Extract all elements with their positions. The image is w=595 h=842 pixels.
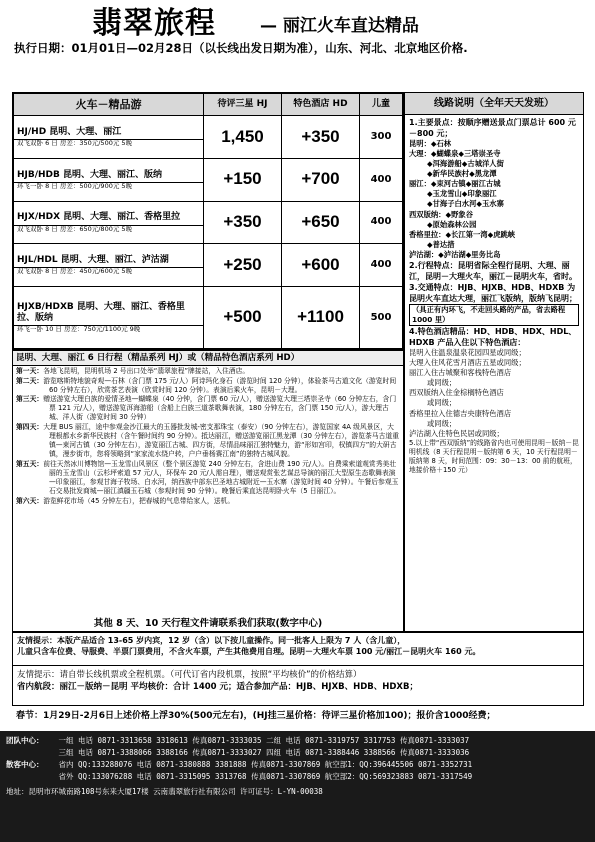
transport-note: （具正有内环飞，不走回头路的产品，省去路程 1000 里）	[409, 304, 579, 326]
tip-line: 儿童只含车位费、导服费、半票门票费用，不含火车票，产生其他费用自理。昆明－大理火车票 100 元/丽江－昆明火车 160 元。	[17, 647, 481, 657]
sight-line: 西双版纳：◆野象谷	[409, 209, 473, 219]
hotel-line: 或同级；	[427, 418, 457, 428]
subtitle-text: 丽江火车直达精品	[282, 16, 419, 36]
price-child: 400	[360, 244, 403, 287]
hotel-line: 西双版纳入住金棕榈特色酒店	[409, 388, 504, 398]
day-row	[16, 423, 400, 460]
team-row	[6, 747, 589, 759]
day-label: 第六天：	[16, 496, 44, 505]
price-hd: +350	[282, 116, 360, 159]
retail-line: 省内 QQ:133288076 电话 0871-3380888 3381888 传真0871-3307869 航空部1：QQ:396445506 0871-3352731	[58, 760, 473, 770]
route-info: 环飞一卧 8 日 房差：500元/900元 5晚	[14, 182, 203, 191]
table-row	[14, 116, 403, 159]
tel: 电话 0871-3313658 3318613	[78, 736, 188, 745]
price-hj: +500	[204, 287, 282, 349]
route-info: 双飞双卧 8 日 房差：450元/600元 5晚	[14, 267, 203, 276]
tel: 电话 0871-3388066 3388166	[78, 748, 188, 758]
day-label: 第一天：	[16, 367, 44, 376]
sight-line: ◆新华民族村◆黑龙潭	[427, 169, 497, 179]
price-hd: +1100	[282, 287, 360, 349]
day-label: 第三天：	[16, 395, 44, 404]
fax: 传真0871-3333027	[192, 748, 262, 758]
exec-date: 执行日期：01月01日—02月28日（以长线出发日期为准），山东、河北、北京地区价格.	[14, 41, 468, 55]
section-sights: 1.主要景点：按顺序赠送景点门票总计 600 元－800 元；	[409, 118, 576, 139]
sight-line: ◆原始森林公园	[427, 219, 477, 229]
retail-label: 散客中心：	[6, 760, 44, 770]
itinerary-title: 昆明、大理、丽江 6 日行程（精品系列 HJ）或（精品特色酒店系列 HD）	[13, 351, 403, 366]
spring-festival-note: 春节：1月29日-2月6日上述价格上浮30%(500元左右)，(HJ挂三星价格：待评三星价格加100)；报价含1000经费；	[16, 711, 496, 721]
tip-line: 友情提示：请自带长线机票或全程机票。（可代订省内段机票，按照“平均核价”的价格结算）	[17, 670, 362, 680]
contact-panel	[0, 731, 595, 842]
group: 一组	[58, 736, 74, 745]
fax: 传真0871-3333036	[399, 748, 470, 758]
price-hd: +700	[282, 158, 360, 201]
line-description	[404, 92, 584, 632]
day-label: 第五天：	[16, 459, 44, 468]
route-info: 双飞双卧 6 日 房差：350元/500元 5晚	[14, 139, 203, 148]
sight-line: 昆明：◆石林	[409, 139, 452, 149]
sight-line: ◆洱海游船◆古城洋人街	[427, 159, 504, 169]
price-hd: +650	[282, 201, 360, 244]
day-label: 第二天：	[16, 376, 44, 385]
route-name: HJ/HD 昆明、大理、丽江	[17, 126, 122, 137]
day-label: 第四天：	[16, 422, 44, 431]
route-info: 双飞双卧 8 日 房差：650元/800元 5晚	[14, 225, 203, 234]
day-text: 赠送游览大理白族的爱情圣地—蝴蝶泉（40 分钟，含门票 60 元/人），赠送游览大理三塔崇圣寺（60 分钟左右，含门票 121 元/人），赠送游览洱海游船（含船上白族三道茶歌舞表演，180 分钟左右，含门票 150 元/人），游大理古城、洋人街（游览时间 30 分钟）	[43, 395, 397, 422]
col-header-child: 儿童	[360, 94, 403, 116]
route-name: HJB/HDB 昆明、大理、丽江、版纳	[17, 169, 163, 180]
hotel-line: 或同级；	[427, 378, 457, 388]
fax: 传真0871-3333035	[192, 736, 262, 745]
section-flights: 5.以上带“西双版纳”的线路省内也可使用昆明－版纳－昆明机线（8 天行程昆明－版纳第 6 天，10 天行程昆明－版纳第 8 天，时间范围：09：30－13：00 前的航班，地接价格＋150 元）	[409, 438, 579, 475]
day-text: 各地飞昆明，昆明机场 2 号出口处举“翡翠旅程”牌接站，入住酒店。	[43, 367, 250, 376]
col-header-hj: 待评三星 HJ	[204, 94, 282, 116]
col-header-route: 火车－精品游	[14, 94, 204, 116]
hotel-line: 香格里拉入住德吉央康特色酒店	[409, 408, 512, 418]
section-features: 2.行程特点：昆明省际全程行昆明、大理、丽江，昆明－大理火车，丽江－昆明火车，省时。	[409, 260, 577, 281]
group: 二组	[266, 736, 282, 745]
table-row	[14, 244, 403, 287]
sight-line: 大理：◆蝴蝶泉◆三塔崇圣寺	[409, 149, 501, 159]
route-info: 环飞一卧 10 日 房差：750元/1100元 9晚	[14, 325, 203, 334]
section-hotels: 4.特色酒店精品：HD、HDB、HDX、HDL、HDXB 产品入住以下特色酒店：	[409, 327, 577, 348]
col-header-hd: 特色酒店 HD	[282, 94, 360, 116]
hotel-line: 泸沽湖入住特色民居或同级；	[409, 428, 504, 438]
group: 三组	[58, 748, 74, 758]
tips-1	[12, 632, 584, 666]
hotel-line: 或同级；	[427, 398, 457, 408]
retail-row	[6, 759, 589, 771]
retail-line: 省外 QQ:133076288 电话 0871-3315095 3313768 传真0871-3307869 航空部2：QQ:569323883 0871-3317549	[58, 772, 473, 782]
day-row	[16, 497, 400, 506]
price-hj: +350	[204, 201, 282, 244]
route-name: HJX/HDX 昆明、大理、丽江、香格里拉	[17, 212, 181, 223]
table-row	[14, 158, 403, 201]
price-child: 300	[360, 116, 403, 159]
hotel-line: 昆明入住温泉温泉花园四星或同级；	[409, 348, 526, 358]
fax: 传真0871-3333037	[399, 736, 470, 745]
sight-line: 香格里拉：◆长江第一湾◆虎跳峡	[409, 229, 516, 239]
sight-line: ◆玉龙雪山◆印象丽江	[427, 189, 497, 199]
day-row	[16, 377, 400, 395]
retail-row	[6, 771, 589, 783]
team-label: 团队中心：	[6, 736, 44, 745]
itinerary-body	[13, 366, 403, 507]
dash: —	[260, 16, 277, 36]
tip-line: 省内航段：丽江－版纳－昆明 平均核价：合计 1400 元；适合参加产品：HJB、HJXB、HDB、HDXB；	[17, 682, 418, 693]
subtitle	[260, 16, 419, 36]
address: 地址：昆明市环城南路108号东来大厦17楼 云南翡翠旅行社有限公司 许可证号：L-YN-00038	[6, 786, 323, 796]
price-hd: +600	[282, 244, 360, 287]
day-text: 游览鲜花市场（45 分钟左右），把春城的气息带给家人，送机。	[43, 496, 235, 505]
route-name: HJL/HDL 昆明、大理、丽江、泸沽湖	[17, 255, 169, 266]
price-hj: +250	[204, 244, 282, 287]
table-row	[14, 287, 403, 349]
price-child: 500	[360, 287, 403, 349]
table-row	[14, 201, 403, 244]
day-text: 前往天然冰川博物馆—玉龙雪山风景区（整个景区游览 240 分钟左右，含进山费 190 元/人）。自费乘索道观赏秀美壮丽的玉龙雪山（云杉坪索道 57 元/人，环保车 20 元/人需自理），赠送观赏张艺谋总导演的丽江大型原生态歌舞表演—印象丽江，参观甘海子牧场、白水河，纳西族中部东巴圣地古城附近—玉水寨（游览时间 40 分钟）。午餐后参观玉石交易批发商城—丽江滇疆玉石城（参观时间 90 分钟）。晚餐后乘直达昆明卧火车（5 日丽江）。	[43, 459, 399, 496]
price-child: 400	[360, 201, 403, 244]
tip-line: 友情提示：本版产品适合 13-65 岁内宾，12 岁（含）以下按儿童操作。同一批客人上限为 7 人（含儿童），	[17, 636, 406, 645]
hotel-line: 大理入住风花雪月酒店五星或同级；	[409, 358, 526, 368]
hotel-line: 丽江入住古城聚和客栈特色酒店	[409, 368, 512, 378]
header	[0, 0, 595, 60]
day-row	[16, 367, 400, 376]
group: 四组	[266, 748, 282, 758]
brand-title: 翡翠旅程	[92, 6, 216, 41]
price-hj: 1,450	[204, 116, 282, 159]
day-row	[16, 460, 400, 497]
price-table	[12, 92, 404, 350]
tel: 电话 0871-3319757 3317753	[285, 736, 396, 745]
sight-line: ◆甘海子白水河◆玉水寨	[427, 199, 504, 209]
section-transport: 3.交通特点：HJB、HJXB、HDB、HDXB 为昆明火车直达大理，丽江飞版纳，版纳飞昆明；	[409, 282, 577, 303]
route-name: HJXB/HDXB 昆明、大理、丽江、香格里拉、版纳	[17, 302, 185, 323]
itinerary	[12, 350, 404, 632]
day-text: 游览喀斯特地貌奇观—石林（含门票 175 元/人）阿诗玛化身石（游览时间 120 分钟），体验茶马古道文化（游览时间 60 分钟左右），欣赏茶艺表演（欣赏时间 120 分钟）。表演后乘火车，昆明－大理。	[43, 376, 397, 394]
tel: 电话 0871-3388446 3388566	[285, 748, 396, 758]
team-row	[6, 735, 589, 747]
itinerary-footer: 其他 8 天、10 天行程文件请联系我们获取(数字中心)	[93, 617, 323, 629]
sight-line: 泸沽湖：◆泸沽湖◆里务比岛	[409, 249, 501, 259]
line-body	[405, 115, 583, 477]
price-child: 400	[360, 158, 403, 201]
price-hj: +150	[204, 158, 282, 201]
day-row	[16, 395, 400, 423]
sight-line: ◆普达措	[427, 239, 455, 249]
line-title: 线路说明（全年天天发班）	[405, 93, 583, 115]
day-text: 大理 BUS 丽江，途中参观金沙江最大的玉器批发城-密支那珠宝（泰安）（90 分钟左右），游览国家 4A 级风景区，大理根都水乡新华民族村（含午餐时间约 90 分钟）。抵达丽江，赠送游览丽江黑龙潭（30 分钟左右），游览茶马古道重镇—束河古镇（30 分钟左右），游览丽江古城、四方街，尽情品味丽江独特魅力，游“形如宫印，权镇四方”的大研古镇，漫步街市，您将领略到“家家流水绕户转，户户垂杨赛江南”的独特古城风貌。	[43, 422, 400, 459]
sight-line: 丽江：◆束河古镇◆丽江古城	[409, 179, 501, 189]
tips-2	[12, 666, 584, 706]
